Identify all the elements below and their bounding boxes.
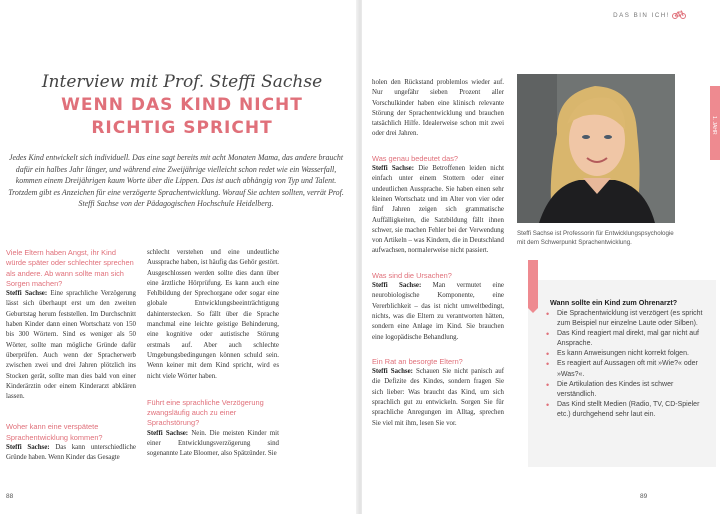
speaker-label: Steffi Sachse: — [372, 368, 413, 376]
answer-text: Das kann unterschiedliche Gründe haben. Wenn Kinder das Gesagte — [6, 444, 136, 462]
answer-text: Man vermutet eine neurobiologische Komponente, eine Vererblichkeit – das ist nicht umweltbedingt, nichts, was die Eltern zu verantworten hätten, sondern eine Anlage im Kind. Sie brauchen eine logopädische Behandlung. — [372, 282, 504, 341]
page-number-right: 89 — [640, 493, 648, 500]
portrait-photo — [517, 74, 675, 223]
list-item: • Die Sprachentwicklung ist verzögert (es spricht zum Beispiel nur einzelne Laute oder Silben). — [546, 309, 708, 329]
answer-1 — [6, 289, 136, 402]
answer-text: Eine sprachliche Verzögerung lässt sich überhaupt erst um den zweiten Geburtstag herum feststellen. Im Durchschnitt haben Kinder dann einen Wortschatz von 150 bis 300 Wörtern. Sind es weniger als 50 Wörter, sollte man mögliche Gründe dafür überprüfen. Auch wenn der Spracherwerb zwischen zwei und drei Jahren plötzlich ins Stocken gerät, sollte man dies bald von einer Kinderärztin oder einem Kinderarzt abklären lassen. — [6, 290, 136, 401]
running-head: DAS BIN ICH! — [613, 12, 670, 19]
question-4: Was genau bedeutet das? — [372, 153, 459, 163]
info-box-list — [546, 309, 708, 420]
chapter-tab-label: 1. JAHR — [711, 116, 717, 135]
box-flag — [528, 260, 538, 308]
answer-text: Schauen Sie nicht panisch auf die Defizite des Kindes, sondern fragen Sie sich lieber: Was braucht das Kind, um sich sprachlich gut zu entwickeln. Sorgen Sie für sprachliche Anregungen im Alltag, sprechen Sie viel mit ihm, lesen Sie vor. — [372, 368, 504, 427]
list-item: • Es reagiert auf Aussagen oft mit »Wie?« oder »Was?«. — [546, 359, 708, 379]
list-item: • Das Kind reagiert mal direkt, mal gar nicht auf Ansprache. — [546, 329, 708, 349]
lead-paragraph: Jedes Kind entwickelt sich individuell. Das eine sagt bereits mit acht Monaten Mama, das andere braucht dafür ein halbes Jahr länger, und während eine Zweijährige vielleicht schon redet wie ein Wasserfall, kommen einem Dreijährigen kaum Worte über die Lippen. Das ist auch abhängig von Typ und Talent. Trotzdem gibt es Anzeichen für eine verzögerte Sprachentwicklung. Worauf Sie achten sollten, verrät Prof. Steffi Sachse von der Pädagogischen Hochschule Heidelberg. — [8, 153, 344, 208]
page-number-left: 88 — [6, 493, 14, 500]
answer-5 — [372, 281, 504, 343]
interview-title: Interview mit Prof. Steffi Sachse — [41, 72, 323, 92]
photo-caption: Steffi Sachse ist Professorin für Entwicklungspsychologie mit dem Schwerpunkt Sprachentwicklung. — [517, 230, 674, 246]
chapter-tab — [710, 86, 720, 160]
portrait-illustration — [517, 74, 675, 223]
speaker-label: Steffi Sachse: — [6, 444, 50, 452]
answer-3 — [147, 429, 279, 460]
answer-2-continued: schlecht verstehen und eine undeutliche Aussprache haben, ist häufig das Gehör gestört. Ausgeschlossen werden sollte dies dann über eine ärztliche Hörprüfung. Es kann auch eine Fehlbildung der Sprechorgane oder sogar eine globale Entwicklungsbeeinträchtigung dahinterstecken. So fällt über die Sprache manchmal eine leichte geistige Behinderung, eine kognitive oder autistische Störung erstmals auf. Aber auch schlechte Umgebungsbedingungen können schuld sein. Wenn keiner mit dem Kind spricht, wird es nicht viele Wörter haben. — [147, 249, 279, 380]
left-page — [0, 0, 358, 514]
answer-text: Nein. Die meisten Kinder mit einer Entwicklungsverzögerung sind sogenannte Late Bloomer, also Spätzünder. Sie — [147, 429, 279, 458]
info-box-title: Wann sollte ein Kind zum Ohrenarzt? — [550, 298, 678, 307]
list-item: • Das Kind stellt Medien (Radio, TV, CD-Spieler etc.) durchgehend sehr laut ein. — [546, 400, 708, 420]
left-column-1 — [6, 248, 136, 464]
speaker-label: Steffi Sachse: — [372, 282, 422, 290]
headline — [22, 94, 342, 140]
question-6: Ein Rat an besorgte Eltern? — [372, 356, 463, 366]
list-item: • Es kann Anweisungen nicht korrekt folgen. — [546, 349, 708, 359]
speaker-label: Steffi Sachse: — [147, 429, 189, 437]
answer-2 — [6, 443, 136, 464]
bicycle-icon — [672, 9, 686, 19]
headline-line-1: WENN DAS KIND NICHT — [61, 95, 303, 115]
list-item: • Die Artikulation des Kindes ist schwer verständlich. — [546, 380, 708, 400]
question-5: Was sind die Ursachen? — [372, 270, 452, 280]
answer-text: Die Betroffenen leiden nicht einfach unter einem Stottern oder einer undeutlichen Aussprache. Sie haben einen sehr kleinen Wortschatz und im Alter von vier oder fünf Jahren zeigen sich grammatische Auffälligkeiten, die Satzbildung fällt ihnen schwer, sie machen Fehler bei der Verwendung von Artikeln – was Kindern, die in Deutschland aufwachsen, normalerweise nicht passiert. — [372, 165, 504, 255]
headline-line-2: RICHTIG SPRICHT — [91, 118, 273, 138]
right-column-1 — [372, 78, 504, 429]
answer-6 — [372, 367, 504, 429]
question-2: Woher kann eine verspätete Sprachentwicklung kommen? — [6, 422, 103, 442]
answer-4 — [372, 164, 504, 257]
answer-3-continued: holen den Rückstand problemlos wieder auf. Nur ungefähr sieben Prozent aller Vorschulkinder haben eine klinisch relevante Störung der Sprachentwicklung und brauchen tatsächlich Hilfe. Idealerweise schon mit zwei oder drei Jahren. — [372, 79, 504, 138]
speaker-label: Steffi Sachse: — [6, 290, 48, 298]
right-page — [362, 0, 720, 514]
left-column-2 — [147, 248, 279, 460]
speaker-label: Steffi Sachse: — [372, 165, 415, 173]
question-3: Führt eine sprachliche Verzögerung zwangsläufig auch zu einer Sprachstörung? — [147, 397, 264, 428]
question-1: Viele Eltern haben Angst, ihr Kind würde später oder schlechter sprechen als andere. Ab wann sollte man sich Sorgen machen? — [6, 248, 134, 288]
